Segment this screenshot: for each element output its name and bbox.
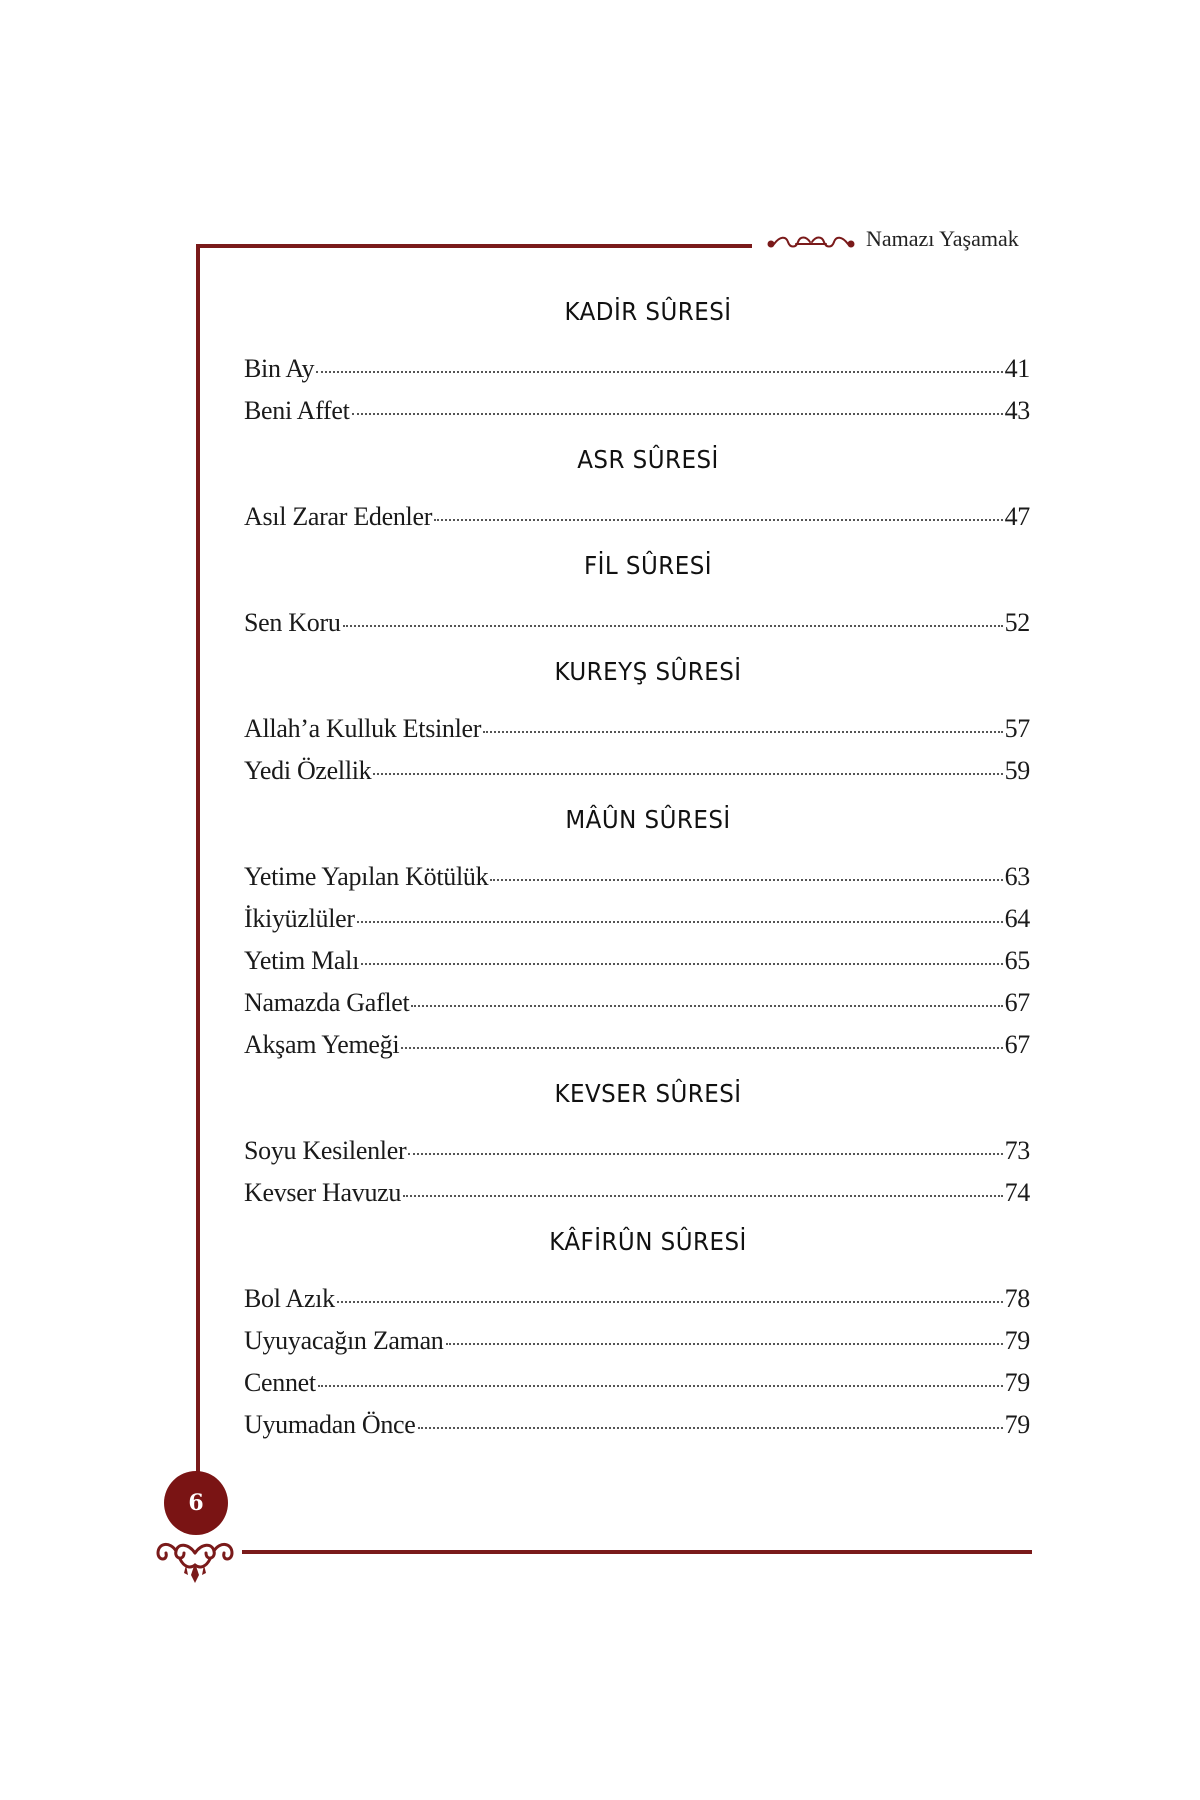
section-spacer	[244, 792, 1030, 800]
entry-title: Bol Azık	[244, 1284, 335, 1313]
section-spacer	[244, 1066, 1030, 1074]
entry-title: Yetime Yapılan Kötülük	[244, 862, 489, 891]
footer-rule	[242, 1550, 1032, 1554]
toc-entry[interactable]	[244, 1130, 1030, 1172]
floral-ornament-icon	[766, 232, 856, 252]
entry-title: Uyumadan Önce	[244, 1410, 416, 1439]
toc-entry[interactable]	[244, 1172, 1030, 1214]
toc-entry[interactable]	[244, 496, 1030, 538]
section-heading: KEVSER SÛRESİ	[554, 1079, 742, 1108]
entry-page-number: 74	[1004, 1178, 1030, 1207]
toc-entry[interactable]	[244, 898, 1030, 940]
dot-leader	[316, 371, 1002, 373]
entry-page-number: 73	[1004, 1136, 1030, 1165]
section-spacer	[244, 538, 1030, 546]
entry-page-number: 65	[1004, 946, 1030, 975]
dot-leader	[434, 519, 1003, 521]
entry-title: Sen Koru	[244, 608, 341, 637]
dot-leader	[483, 731, 1002, 733]
entry-page-number: 47	[1004, 502, 1030, 531]
toc-entry[interactable]	[244, 1024, 1030, 1066]
toc-entry[interactable]	[244, 982, 1030, 1024]
entry-title: Cennet	[244, 1368, 316, 1397]
toc-entry[interactable]	[244, 708, 1030, 750]
dot-leader	[343, 625, 1003, 627]
section-heading: KUREYŞ SÛRESİ	[554, 657, 742, 686]
toc-entry[interactable]	[244, 940, 1030, 982]
toc-entry[interactable]	[244, 1320, 1030, 1362]
section-spacer	[244, 1214, 1030, 1222]
entry-page-number: 57	[1004, 714, 1030, 743]
dot-leader	[361, 963, 1003, 965]
entry-title: Bin Ay	[244, 354, 315, 383]
toc-entry[interactable]	[244, 1362, 1030, 1404]
section-heading: KADİR SÛRESİ	[564, 297, 732, 326]
toc-entry[interactable]	[244, 1404, 1030, 1446]
entry-title: Yedi Özellik	[244, 756, 372, 785]
entry-page-number: 67	[1004, 1030, 1030, 1059]
entry-page-number: 59	[1004, 756, 1030, 785]
dot-leader	[352, 413, 1003, 415]
dot-leader	[401, 1047, 1002, 1049]
entry-title: Kevser Havuzu	[244, 1178, 402, 1207]
toc-entry[interactable]	[244, 602, 1030, 644]
section-spacer	[244, 644, 1030, 652]
toc-entry[interactable]	[244, 390, 1030, 432]
section-heading: FİL SÛRESİ	[583, 551, 713, 580]
entry-title: Allah’a Kulluk Etsinler	[244, 714, 482, 743]
section-spacer	[244, 1446, 1030, 1454]
entry-title: Yetim Malı	[244, 946, 359, 975]
entry-page-number: 52	[1004, 608, 1030, 637]
entry-page-number: 79	[1004, 1410, 1030, 1439]
toc-entry[interactable]	[244, 750, 1030, 792]
dot-leader	[446, 1343, 1003, 1345]
page-number: 6	[188, 1490, 204, 1516]
dot-leader	[403, 1195, 1003, 1197]
section-heading: KÂFİRÛN SÛRESİ	[549, 1227, 747, 1256]
left-margin-rule	[196, 244, 200, 1474]
entry-page-number: 78	[1004, 1284, 1030, 1313]
entry-title: Beni Affet	[244, 396, 350, 425]
entry-page-number: 43	[1004, 396, 1030, 425]
entry-page-number: 79	[1004, 1368, 1030, 1397]
dot-leader	[408, 1153, 1002, 1155]
table-of-contents	[244, 292, 1030, 1454]
dot-leader	[373, 773, 1002, 775]
entry-title: Asıl Zarar Edenler	[244, 502, 433, 531]
section-heading: ASR SÛRESİ	[577, 445, 719, 474]
running-title: Namazı Yaşamak	[866, 226, 1019, 251]
page-number-badge	[164, 1471, 228, 1535]
toc-entry[interactable]	[244, 1278, 1030, 1320]
section-spacer	[244, 432, 1030, 440]
entry-title: Namazda Gaflet	[244, 988, 410, 1017]
dot-leader	[337, 1301, 1003, 1303]
dot-leader	[357, 921, 1003, 923]
floral-ornament-icon	[150, 1535, 240, 1585]
dot-leader	[411, 1005, 1002, 1007]
entry-page-number: 67	[1004, 988, 1030, 1017]
entry-page-number: 41	[1004, 354, 1030, 383]
entry-title: Akşam Yemeği	[244, 1030, 400, 1059]
entry-title: Uyuyacağın Zaman	[244, 1326, 444, 1355]
entry-title: Soyu Kesilenler	[244, 1136, 407, 1165]
dot-leader	[418, 1427, 1003, 1429]
section-heading: MÂÛN SÛRESİ	[565, 805, 731, 834]
entry-title: İkiyüzlüler	[244, 904, 355, 933]
entry-page-number: 63	[1004, 862, 1030, 891]
header-rule	[196, 244, 752, 248]
dot-leader	[490, 879, 1002, 881]
toc-entry[interactable]	[244, 348, 1030, 390]
entry-page-number: 79	[1004, 1326, 1030, 1355]
entry-page-number: 64	[1004, 904, 1030, 933]
dot-leader	[318, 1385, 1003, 1387]
toc-entry[interactable]	[244, 856, 1030, 898]
